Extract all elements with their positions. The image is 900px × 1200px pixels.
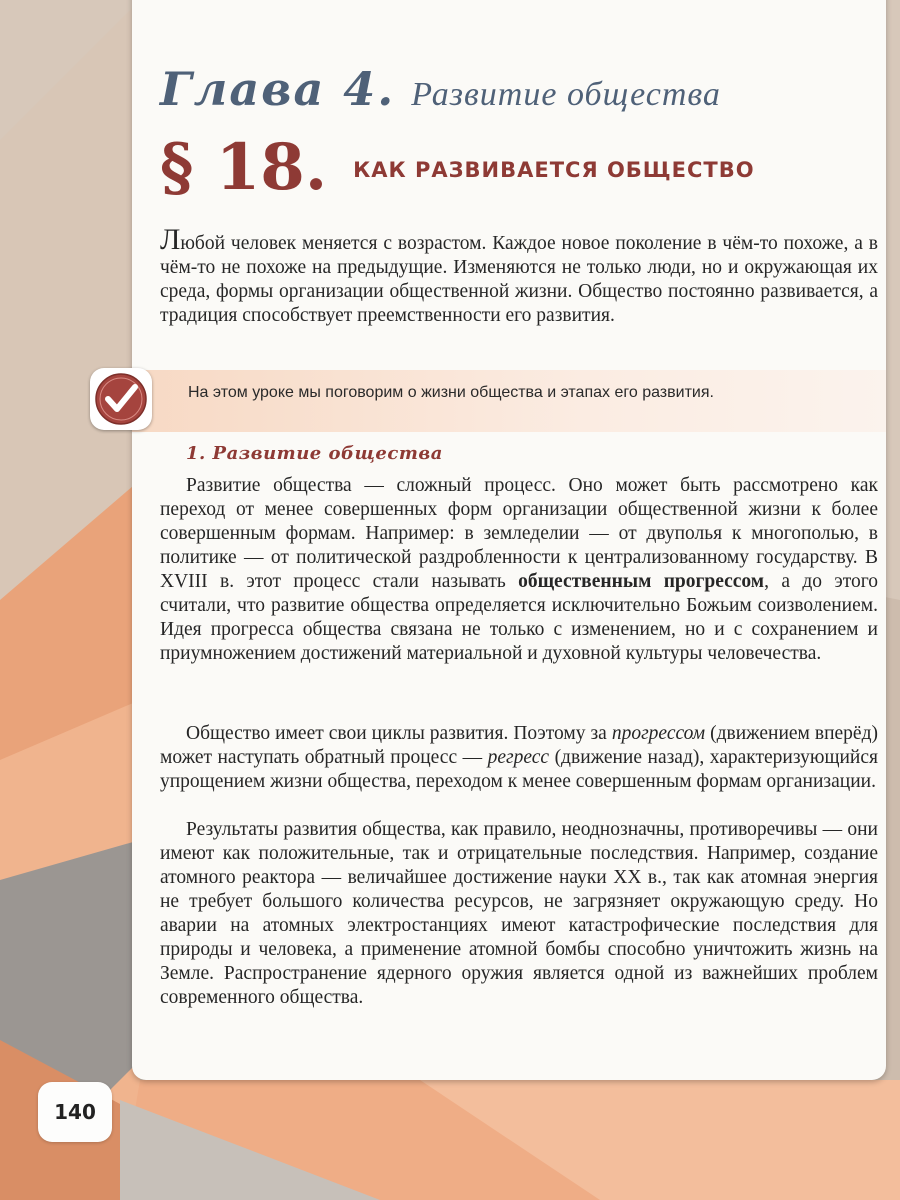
checkmark-badge bbox=[90, 368, 152, 430]
paragraph-2 bbox=[160, 722, 878, 794]
intro-text: юбой человек меняется с возрастом. Каждое новое поколение в чём-то похоже, а в чём-то не похоже на предыдущие. Изменяются не только люди, но и окружающая их среда, формы организации общественной жизни. Общество постоянно развивается, а традиция способствует преемственности его развития. bbox=[160, 233, 878, 326]
paragraph-1 bbox=[160, 474, 878, 666]
chapter-number: Глава 4. bbox=[160, 62, 396, 116]
chapter-title: Развитие общества bbox=[411, 76, 721, 113]
term-social-progress: общественным прогрессом bbox=[518, 571, 765, 592]
checkmark-icon bbox=[94, 372, 148, 426]
term-regress: регресс bbox=[487, 747, 550, 768]
section-title: КАК РАЗВИВАЕТСЯ ОБЩЕСТВО bbox=[353, 158, 755, 182]
paragraph-1-end: , а до этого считали, что развитие общества определяется исключительно Божьим соизволением. Идея прогресса общества связана не только с изменением, но и с сохранением и приумножением достижений материальной и духовной культуры человечества. bbox=[160, 571, 878, 664]
chapter-heading bbox=[160, 62, 721, 116]
intro-paragraph bbox=[160, 223, 878, 328]
lesson-goal-text: На этом уроке мы поговорим о жизни общества и этапах его развития. bbox=[188, 384, 714, 401]
subsection-title: 1. Развитие общества bbox=[186, 443, 443, 464]
paragraph-2-part-1: Общество имеет свои циклы развития. Поэтому за bbox=[186, 723, 612, 744]
paragraph-1-start: Развитие общества — сложный процесс. Оно может быть рассмотрено как переход от менее совершенных форм организации общественной жизни к более совершенным формам. Например: в земледелии — от двуполья к многополью, в политике — от политической раздробленности к централизованному государству. В XVIII в. этот процесс стали называть bbox=[160, 475, 878, 592]
page-number-box bbox=[38, 1082, 112, 1142]
paragraph-3: Результаты развития общества, как правило, неоднозначны, противоречивы — они имеют как положительные, так и отрицательные последствия. Например, создание атомного реактора — величайшее достижение науки XX в., так как атомная энергия не требует большого количества ресурсов, не загрязняет окружающую среду. Но аварии на атомных электростанциях имеют катастрофические последствия для природы и человека, а применение атомной бомбы способно уничтожить жизнь на Земле. Распространение ядерного оружия является одной из важнейших проблем современного общества. bbox=[160, 819, 878, 1008]
intro-dropcap: Л bbox=[160, 223, 181, 256]
section-number: § 18. bbox=[160, 130, 328, 205]
paragraph-2-part-3: (движение назад), характеризующийся упрощением жизни общества, переходом к менее совершенным формам организации. bbox=[160, 747, 878, 792]
section-heading bbox=[160, 130, 755, 205]
paragraph-2-part-2: (движением вперёд) может наступать обратный процесс — bbox=[160, 723, 878, 768]
page-number: 140 bbox=[54, 1100, 96, 1124]
term-progress: прогрессом bbox=[611, 723, 706, 744]
